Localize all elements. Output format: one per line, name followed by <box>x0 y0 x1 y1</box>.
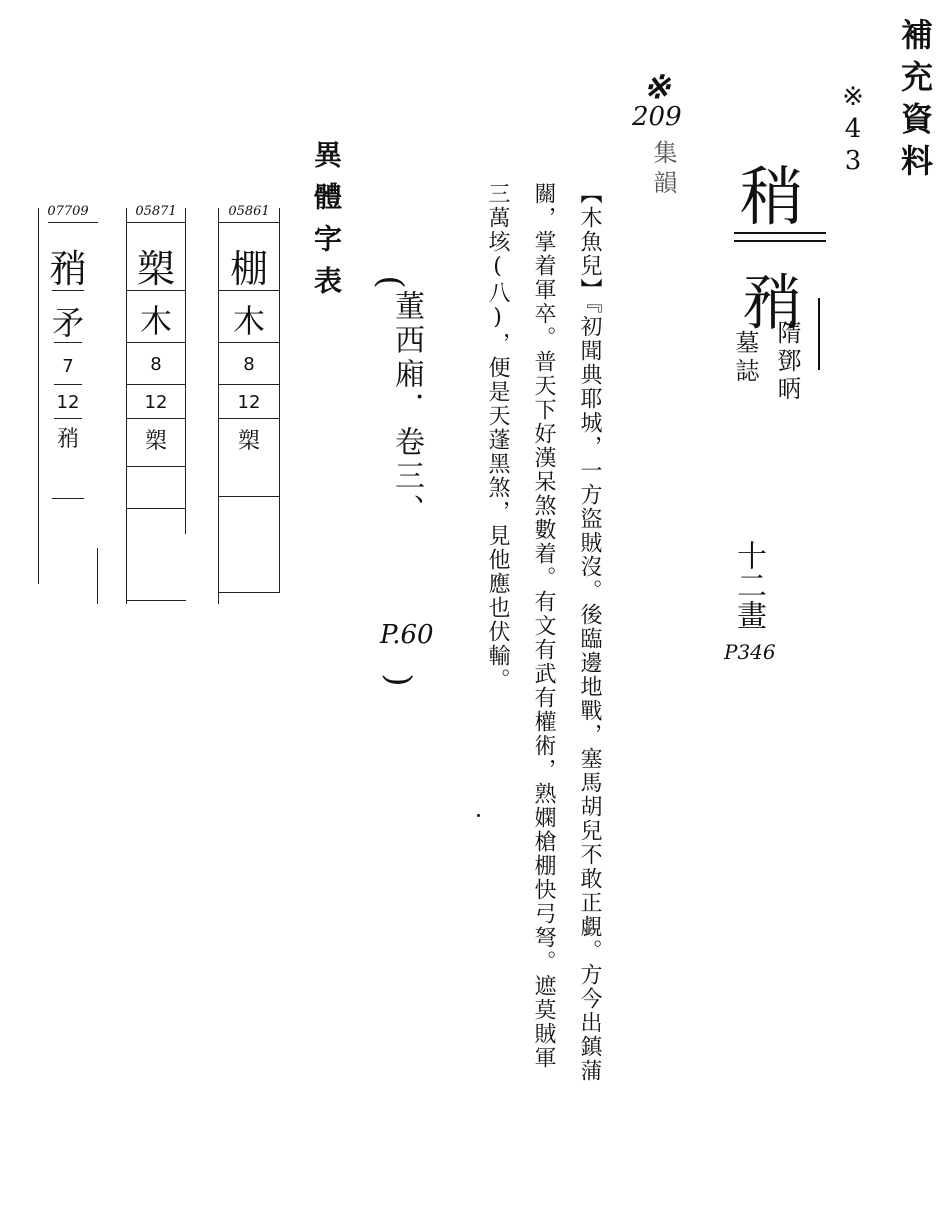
body-text-column-3: 三萬垓(八)，便是天蓬黑煞，見他應也伏輸。 <box>485 182 510 692</box>
variant-num-1: 8 <box>150 354 162 375</box>
variant-num-2: 12 <box>144 392 168 413</box>
source-stele-name: 隋鄧昞 <box>773 320 801 404</box>
variant-code: 07709 <box>47 204 89 219</box>
book-source-open-paren: ( <box>370 275 411 289</box>
headword-primary: 稍 <box>740 161 804 235</box>
variant-table-title: 異體字表 <box>310 140 343 308</box>
stray-dot <box>477 814 480 817</box>
variant-num-2: 12 <box>237 392 261 413</box>
headword-underline-1 <box>734 232 826 234</box>
variant-num-1: 7 <box>62 356 74 377</box>
variant-char: 矟 <box>48 247 87 291</box>
variant-card-1 <box>218 204 280 604</box>
body-text-column-1: 【木魚兒】『初聞典耶城，一方盜賊沒。後臨邊地戰，塞馬胡兒不敢正覷。方今出鎮蒲 <box>577 182 602 1083</box>
book-source-close-paren: ) <box>378 673 419 687</box>
headword-variant: 矟 <box>742 269 802 339</box>
source-stele-type: 墓誌 <box>731 330 759 386</box>
variant-num-1: 8 <box>243 354 255 375</box>
variant-card-2 <box>126 204 186 604</box>
variant-small-char: 槊 <box>144 429 167 454</box>
source-stroke-count: 十二畫 <box>731 540 766 630</box>
reference-209 <box>632 68 682 132</box>
reference-star-icon: ※ <box>643 68 671 106</box>
variant-radical: 木 <box>139 302 172 340</box>
headword-underline-2 <box>734 240 826 242</box>
variant-num-2: 12 <box>56 392 80 413</box>
variant-radical: 木 <box>232 302 265 340</box>
variant-code: 05861 <box>228 204 270 219</box>
variant-char: 槊 <box>136 247 175 291</box>
variant-code: 05871 <box>135 204 177 219</box>
reference-43: ※43 <box>838 82 868 178</box>
source-page-number: P346 <box>724 640 776 664</box>
variant-card-3 <box>38 204 98 604</box>
variant-char: 棚 <box>229 247 268 291</box>
supplement-heading: 補充資料 <box>896 18 934 186</box>
variant-small-char: 槊 <box>237 429 260 454</box>
book-source-title: 董西廂．卷三、 <box>389 290 424 528</box>
reference-number: 209 <box>632 102 682 132</box>
book-source-page: P.60 <box>380 620 434 650</box>
source-bracket <box>818 298 820 370</box>
faint-column-text: 集韻 <box>649 140 677 200</box>
variant-radical: 矛 <box>51 304 84 342</box>
variant-small-char: 矟 <box>56 427 79 452</box>
body-text-column-2: 關，掌着軍卒。普天下好漢呆煞數着。有文有武有權術，熟嫻槍棚快弓弩。遮莫賊軍 <box>531 182 556 1070</box>
